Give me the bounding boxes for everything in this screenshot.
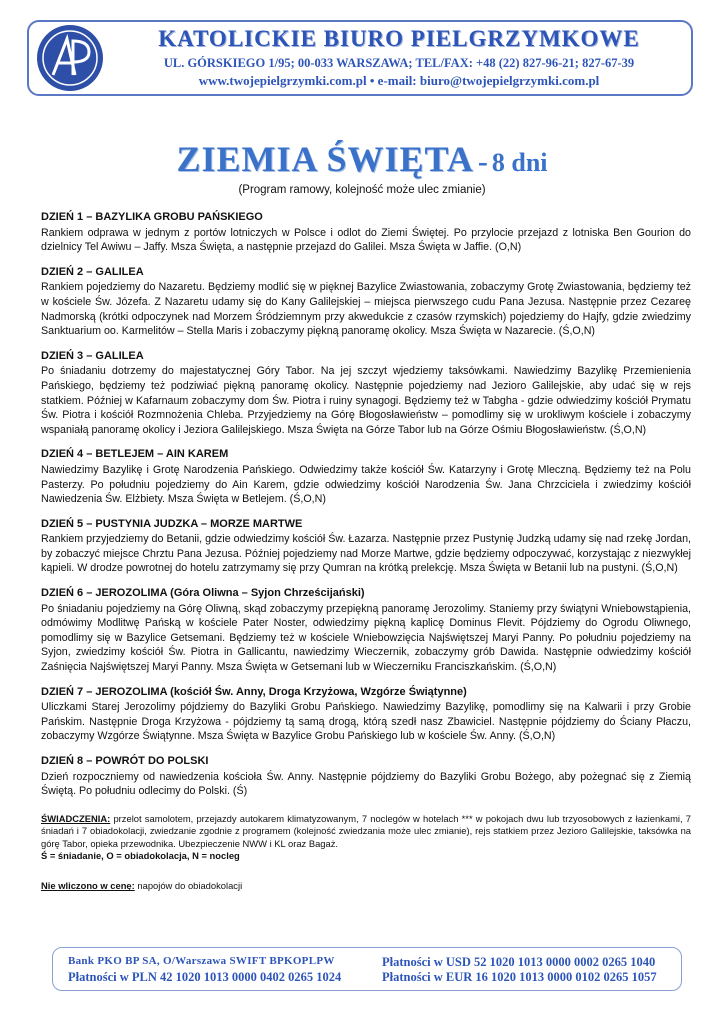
day-description: Nawiedzimy Bazylikę i Grotę Narodzenia Pańskiego. Odwiedzimy także kościół Św. Katarzyny i Grotę Mleczną. Będziemy też na Polu Pasterzy. Po południu pojedziemy do Ain Karem, gdzie odwiedzimy kościół Narodzenia Św. Jana Chrzciciela i zwiedzimy kościół Nawiedzenia Św. Elżbiety. Msza Święta w Betlejem. (Ś,O,N) [41,463,691,506]
logo-graphic [37,25,103,91]
excluded-text: napojów do obiadokolacji [134,880,243,892]
day-7 [41,685,691,744]
day-6 [41,586,691,675]
page-subtitle: (Program ramowy, kolejność może ulec zmianie) [238,184,486,196]
agency-logo [37,25,103,91]
included-text: przelot samolotem, przejazdy autokarem klimatyzowanym, 7 noclegów w hotelach *** w pokojach dwu lub trzyosobowych z łazienkami, 7 śniadań i 7 obiadokolacji, zwiedzanie zgodnie z programem (kolejność zwiedzania może ulec zmianie), rejs statkiem przez Jezioro Galilejskie, taksówka na górę Tabor, opieka przewodnika. Ubezpieczenie NWW i KL oraz Bagaż. [41,812,691,849]
title-main: ZIEMIA ŚWIĘTA [176,139,474,179]
day-4 [41,447,691,506]
excluded-services [41,880,691,892]
day-2 [41,265,691,339]
account-eur: Płatności w EUR 16 1020 1013 0000 0102 0265 1057 [382,970,657,984]
day-heading: DZIEŃ 7 – JEROZOLIMA (kościół Św. Anny, Droga Krzyżowa, Wzgórze Świątynne) [41,685,467,698]
included-label: ŚWIADCZENIA: [41,812,111,824]
day-heading: DZIEŃ 8 – POWRÓT DO POLSKI [41,755,209,767]
excluded-label: Nie wliczono w cenę: [41,880,135,892]
organization-name: KATOLICKIE BIURO PIELGRZYMKOWE [158,26,640,51]
title-dash: - [477,145,488,178]
day-heading: DZIEŃ 1 – BAZYLIKA GROBU PAŃSKIEGO [41,211,263,223]
organization-contact[interactable]: www.twojepielgrzymki.com.pl • e-mail: biuro@twojepielgrzymki.com.pl [198,73,600,88]
day-description: Po śniadaniu dotrzemy do majestatycznej Góry Tabor. Na jej szczyt wjedziemy taksówkami. Nawiedzimy Bazylikę Przemienienia Pańskiego, będziemy też podziwiać piękną panoramę okolicy. Następnie pojedziemy nad Jezioro Galilejskie, aby udać się w rejs statkiem. Później w Kafarnaum zobaczymy dom Św. Piotra i ruiny synagogi. Będziemy też w Tabgha - gdzie odwiedzimy kościół Prymatu Św. Piotra i kościół Rozmnożenia Chleba. Przyjedziemy na Górę Błogosławieństw – pomodlimy się w urokliwym kościele i zobaczymy wspaniałą panoramę okolicy i Jeziora Galilejskiego. Msza Święta na Górze Tabor lub na Górze Ośmiu Błogosławieństw. (Ś,O,N) [41,365,691,436]
day-description: Po śniadaniu pojedziemy na Górę Oliwną, skąd zobaczymy przepiękną panoramę Jerozolimy. Staniemy przy świątyni Wniebowstąpienia, odmówimy Modlitwę Pańską w kościele Pater Noster, odwiedzimy piękną kaplicę Dominus Flevit. Pójdziemy do Ogrodu Oliwnego, pomodlimy się w Bazylice Getsemani. Będziemy też w kościele Wniebowzięcia Najświętszej Maryi Panny. Po południu pojedziemy na Syjon, zwiedzimy kościół Św. Piotra in Gallicantu, nawiedzimy Wieczernik, zobaczymy grób Dawida. Następnie odwiedzimy kościół Zaśnięcia Najświętszej Maryi Panny. Msza Święta w Getsemani lub w Wieczerniku Franciszkańskim. (Ś,O,N) [41,602,691,674]
account-pln: Płatności w PLN 42 1020 1013 0000 0402 0265 1024 [68,970,342,984]
organization-address: UL. GÓRSKIEGO 1/95; 00-033 WARSZAWA; TEL/FAX: +48 (22) 827-96-21; 827-67-39 [163,56,635,70]
day-3 [41,349,691,438]
day-1 [41,210,691,255]
day-description: Rankiem pojedziemy do Nazaretu. Będziemy modlić się w pięknej Bazylice Zwiastowania, zobaczymy Grotę Zwiastowania, będziemy też w kościele Św. Józefa. Z Nazaretu udamy się do Kany Galilejskiej – miejsca pierwszego cudu Pana Jezusa. Następnie przez Cezareę Nadmorską (krótki odpoczynek nad Morzem Śródziemnym przy akwedukcie z czasów rzymskich) pojedziemy do Hajfy, gdzie zwiedzimy Sanktuarium oo. Karmelitów – Stella Maris i zobaczymy piękną panoramę okolicy. Msza Święta w Nazarecie. (Ś,O,N) [41,281,691,338]
day-description: Dzień rozpoczniemy od nawiedzenia kościoła Św. Anny. Następnie pójdziemy do Bazyliki Grobu Bożego, aby pożegnać się z Ziemią Świętą. Po południu odlecimy do Polski. (Ś) [41,770,691,798]
day-description: Rankiem odprawa w jednym z portów lotniczych w Polsce i odlot do Ziemi Świętej. Po przylocie przejazd z lotniska Ben Gourion do dzielnicy Tel Awiwu – Jaffy. Msza Święta, a następnie przejazd do Galilei. Msza Święta w Jaffie. (O,N) [41,226,691,254]
itinerary [41,210,691,893]
day-5 [41,517,691,576]
day-heading: DZIEŃ 3 – GALILEA [41,349,144,362]
page-title [0,138,724,180]
day-heading: DZIEŃ 5 – PUSTYNIA JUDZKA – MORZE MARTWE [41,517,303,530]
day-description: Uliczkami Starej Jerozolimy pójdziemy do Bazyliki Grobu Pańskiego. Nawiedzimy Bazylikę, pomodlimy się na Kalwarii i przy Grobie Pańskim. Następnie Droga Krzyżowa - pójdziemy tą samą drogą, którą szedł nasz Zbawiciel. Następnie pójdziemy do Ściany Płaczu, zobaczymy Wzgórze Świątynne. Msza Święta w Bazylice Grobu Pańskiego lub w kościele Św. Anny. (Ś,O,N) [41,701,691,743]
included-services [41,813,691,863]
day-heading: DZIEŃ 6 – JEROZOLIMA (Góra Oliwna – Syjon Chrześcijański) [41,587,365,600]
day-description: Rankiem przyjedziemy do Betanii, gdzie odwiedzimy kościół Św. Łazarza. Następnie przez Pustynię Judzką udamy się nad rzekę Jordan, by zobaczyć miejsce Chrztu Pana Jezusa. Później pojedziemy nad Morze Martwe, gdzie będziemy odpoczywać, korzystając z niezwykłej kąpieli. W drodze powrotnej do hotelu zatrzymamy się przy Qumran na krótką prelekcję. Msza Święta w Betanii lub na pustyni. (Ś,O,N) [41,533,691,575]
day-8 [41,754,691,799]
meal-legend: Ś = śniadanie, O = obiadokolacja, N = nocleg [41,850,240,861]
bank-name: Bank PKO BP SA, O/Warszawa SWIFT BPKOPLPW [68,955,335,967]
title-days: 8 dni [491,148,548,177]
account-usd: Płatności w USD 52 1020 1013 0000 0002 0265 1040 [382,955,656,969]
day-heading: DZIEŃ 2 – GALILEA [41,265,144,278]
day-heading: DZIEŃ 4 – BETLEJEM – AIN KAREM [41,448,229,461]
